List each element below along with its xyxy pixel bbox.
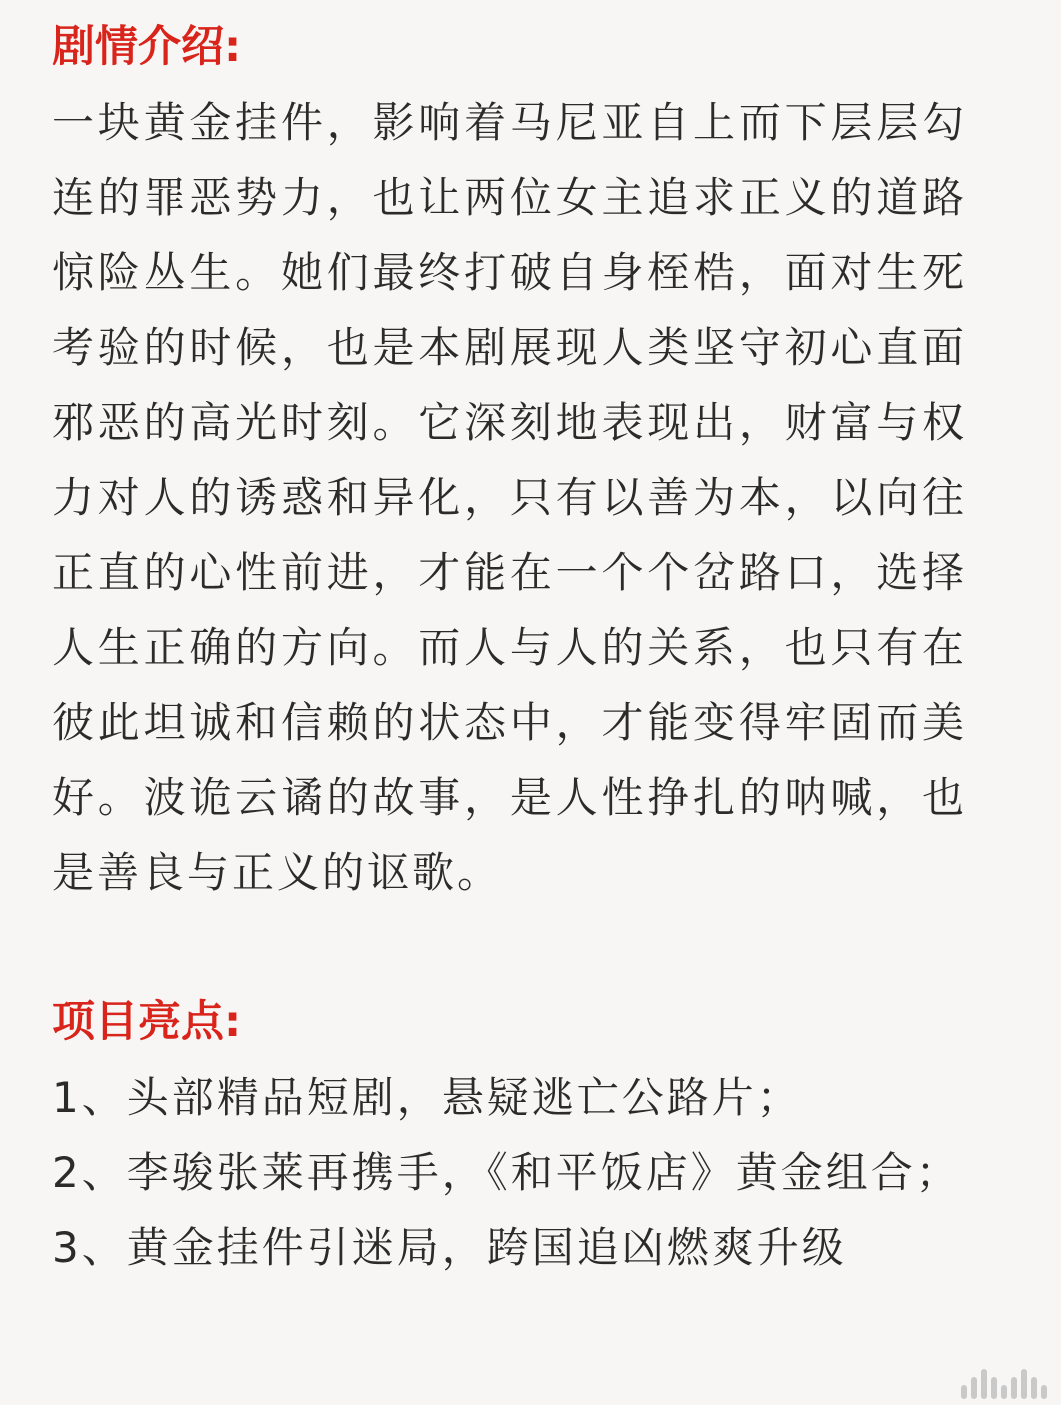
article-content — [52, 0, 967, 1285]
list-item: 2、李骏张莱再携手，《和平饭店》黄金组合； — [52, 1148, 961, 1197]
highlights-heading: 项目亮点: — [52, 997, 242, 1047]
highlights-list — [52, 1060, 967, 1285]
list-item: 3、黄金挂件引迷局，跨国追凶燃爽升级 — [52, 1223, 847, 1272]
synopsis-text: 一块黄金挂件，影响着马尼亚自上而下层层勾连的罪恶势力，也让两位女主追求正义的道路惊险丛生。她们最终打破自身桎梏，面对生死考验的时候，也是本剧展现人类坚守初心直面邪恶的高光时刻。它深刻地表现出，财富与权力对人的诱惑和异化，只有以善为本，以向往正直的心性前进，才能在一个个岔路口，选择人生正确的方向。而人与人的关系，也只有在彼此坦诚和信赖的状态中，才能变得牢固而美好。波诡云谲的故事，是人性挣扎的呐喊，也是善良与正义的讴歌。 — [52, 98, 967, 897]
synopsis-heading: 剧情介绍: — [52, 22, 242, 72]
list-item: 1、头部精品短剧，悬疑逃亡公路片； — [52, 1073, 802, 1122]
watermark-bars-icon — [961, 1369, 1047, 1399]
section-spacer — [52, 910, 967, 985]
